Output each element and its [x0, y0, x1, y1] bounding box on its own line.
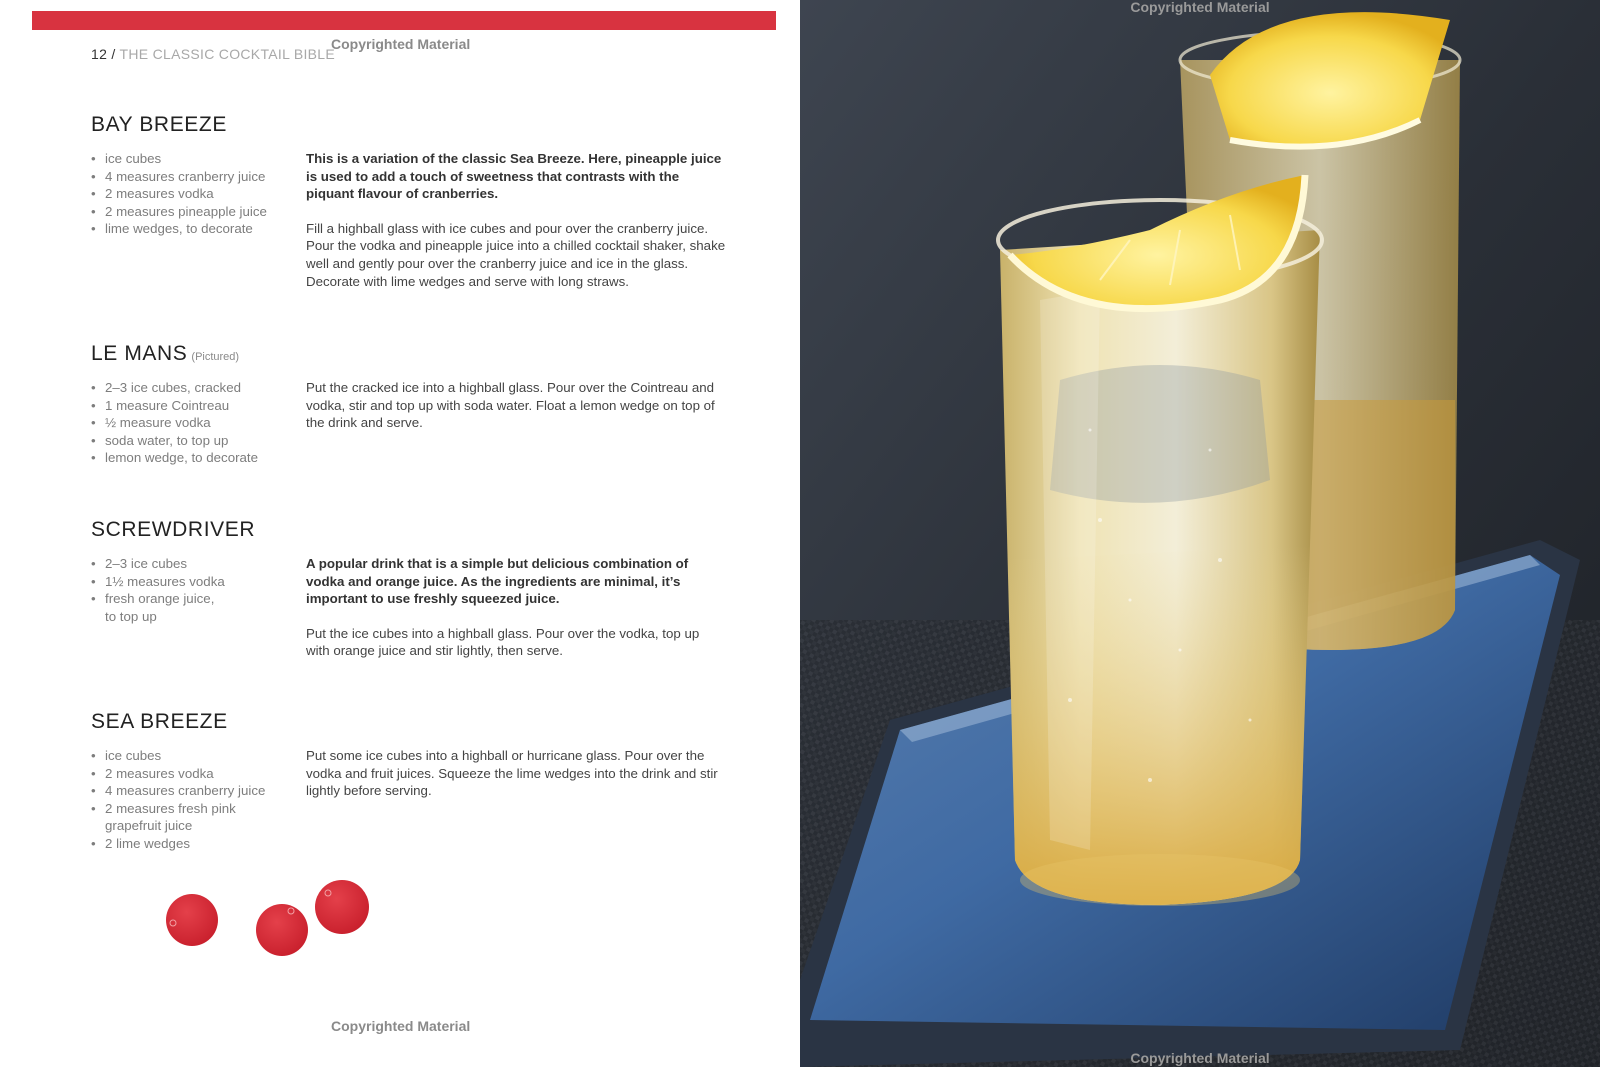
recipe-instructions: Put the ice cubes into a highball glass. Pour over the vodka, top up with orange juice and stir lightly, then serve.	[306, 625, 700, 659]
ingredient-item: • 2 measures pineapple juice	[91, 203, 291, 221]
cranberry-icon	[166, 894, 218, 946]
recipe-instructions: Fill a highball glass with ice cubes and pour over the cranberry juice. Pour the vodka and pineapple juice into a chilled cocktail shaker, shake well and gently pour over the cranberry juice and ice in the glass. Decorate with lime wedges and serve with long straws.	[306, 220, 726, 289]
recipe-title: SCREWDRIVER	[91, 518, 256, 541]
recipe-title: BAY BREEZE	[91, 113, 227, 136]
recipe-sea-breeze	[91, 710, 731, 851]
recipe-instructions: Put some ice cubes into a highball or hurricane glass. Pour over the vodka and fruit juices. Squeeze the lime wedges into the drink and stir lightly before serving.	[306, 748, 718, 799]
recipe-title: LE MANS (Pictured)	[91, 342, 240, 365]
cocktail-photo	[800, 0, 1600, 1067]
recipe-method	[306, 379, 726, 449]
ingredient-item: • lime wedges, to decorate	[91, 220, 291, 238]
ingredient-item: • 4 measures cranberry juice	[91, 168, 291, 186]
ingredient-item: • soda water, to top up	[91, 432, 291, 450]
ingredient-item: • 2 measures fresh pink grapefruit juice	[91, 800, 255, 835]
ingredient-item: • 4 measures cranberry juice	[91, 782, 291, 800]
ingredient-item: • 2–3 ice cubes, cracked	[91, 379, 291, 397]
ingredient-item: • 1 measure Cointreau	[91, 397, 291, 415]
ingredient-list	[91, 150, 291, 238]
recipe-intro: A popular drink that is a simple but delicious combination of vodka and orange juice. As the ingredients are minimal, it’s important to use freshly squeezed juice.	[306, 556, 689, 607]
pictured-note: (Pictured)	[191, 351, 240, 363]
ingredient-item: • 2 measures vodka	[91, 185, 291, 203]
cranberry-icon	[315, 880, 369, 934]
ingredient-item: • 1½ measures vodka	[91, 573, 291, 591]
recipe-bay-breeze	[91, 113, 731, 289]
ingredient-item: • ice cubes	[91, 747, 291, 765]
recipe-screwdriver	[91, 518, 731, 659]
recipe-method	[306, 150, 726, 307]
ingredient-list	[91, 555, 291, 625]
recipe-method	[306, 555, 726, 677]
copyright-watermark-photo-bottom: Copyrighted Material	[1130, 1050, 1270, 1066]
page-number: 12 /	[91, 46, 116, 62]
ingredient-list	[91, 747, 291, 853]
ingredient-item: • 2–3 ice cubes	[91, 555, 291, 573]
ingredient-item: • lemon wedge, to decorate	[91, 449, 291, 467]
ingredient-item: • fresh orange juice, to top up	[91, 590, 227, 625]
ingredient-item: • 2 lime wedges	[91, 835, 291, 853]
cranberry-icon	[256, 904, 308, 956]
copyright-watermark-top: Copyrighted Material	[331, 36, 471, 52]
ingredient-item: • ½ measure vodka	[91, 414, 291, 432]
recipe-title: SEA BREEZE	[91, 710, 228, 733]
recipe-instructions: Put the cracked ice into a highball glass. Pour over the Cointreau and vodka, stir and top up with soda water. Float a lemon wedge on top of the drink and serve.	[306, 380, 715, 431]
ingredient-item: • 2 measures vodka	[91, 765, 291, 783]
ingredient-item: • ice cubes	[91, 150, 291, 168]
ingredient-list	[91, 379, 291, 467]
accent-bar	[32, 11, 776, 30]
recipe-intro: This is a variation of the classic Sea Breeze. Here, pineapple juice is used to add a touch of sweetness that contrasts with the piquant flavour of cranberries.	[306, 151, 722, 202]
running-header	[91, 46, 335, 62]
copyright-watermark-bottom: Copyrighted Material	[331, 1018, 471, 1034]
recipe-method	[306, 747, 726, 817]
copyright-watermark-photo-top: Copyrighted Material	[1130, 0, 1270, 15]
recipe-le-mans	[91, 342, 731, 466]
book-title: THE CLASSIC COCKTAIL BIBLE	[119, 46, 336, 62]
